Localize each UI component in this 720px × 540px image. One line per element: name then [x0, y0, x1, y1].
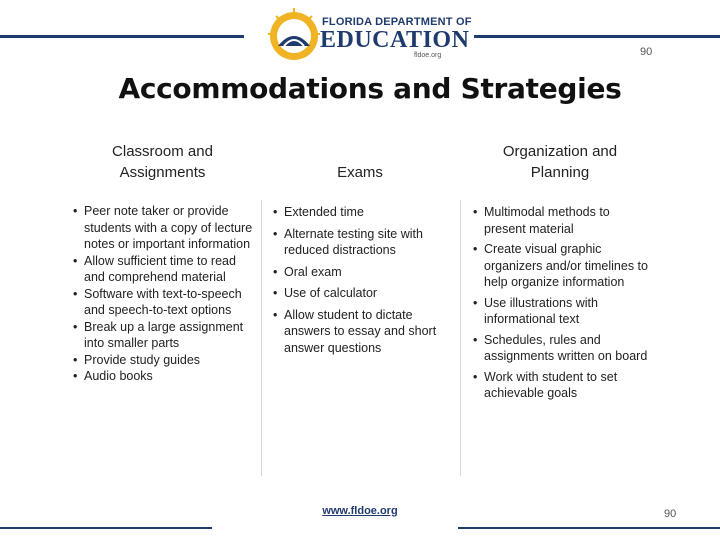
- column-exams: [270, 140, 450, 361]
- list-item: • Provide study guides: [70, 352, 255, 369]
- list-item: • Create visual graphic organizers and/or timelines to help organize information: [470, 241, 650, 291]
- bullet-list: [470, 204, 650, 402]
- list-item: • Oral exam: [270, 264, 450, 281]
- logo-education-word: EDUCATION: [320, 27, 470, 53]
- column-heading: Exams: [337, 163, 383, 181]
- header-rule-left: [0, 35, 244, 38]
- logo-org-line: FLORIDA DEPARTMENT OF: [322, 16, 472, 28]
- column-divider: [261, 200, 262, 476]
- logo-url: fldoe.org: [414, 52, 442, 59]
- list-item: • Schedules, rules and assignments written on board: [470, 332, 650, 365]
- list-item: • Software with text-to-speech and speech-to-text options: [70, 286, 255, 319]
- column-classroom-assignments: [70, 140, 255, 385]
- list-item: • Alternate testing site with reduced distractions: [270, 226, 450, 259]
- header-rule-right: [474, 35, 720, 38]
- column-organization-planning: [470, 140, 650, 406]
- list-item: • Allow sufficient time to read and comprehend material: [70, 253, 255, 286]
- bullet-list: [270, 204, 450, 356]
- list-item: • Use of calculator: [270, 285, 450, 302]
- page-title: Accommodations and Strategies: [118, 72, 622, 105]
- sun-seal-icon: [266, 6, 322, 64]
- column-heading: Classroom and Assignments: [112, 143, 213, 181]
- list-item: • Break up a large assignment into smaller parts: [70, 319, 255, 352]
- footer-rule-left: [0, 527, 212, 529]
- list-item: • Extended time: [270, 204, 450, 221]
- footer-rule-right: [458, 527, 720, 529]
- list-item: • Multimodal methods to present material: [470, 204, 650, 237]
- page-number-bottom: 90: [664, 508, 677, 520]
- column-heading: Organization and Planning: [502, 143, 618, 181]
- list-item: • Work with student to set achievable goals: [470, 369, 650, 402]
- page-number-top: 90: [640, 46, 653, 58]
- fldoe-logo: [266, 6, 472, 64]
- list-item: • Peer note taker or provide students with a copy of lecture notes or important information: [70, 203, 255, 253]
- list-item: • Use illustrations with informational text: [470, 295, 650, 328]
- fldoe-website-link[interactable]: www.fldoe.org: [322, 505, 398, 517]
- column-divider: [460, 200, 461, 476]
- bullet-list: [70, 203, 255, 385]
- list-item: • Allow student to dictate answers to essay and short answer questions: [270, 307, 450, 357]
- list-item: • Audio books: [70, 368, 255, 385]
